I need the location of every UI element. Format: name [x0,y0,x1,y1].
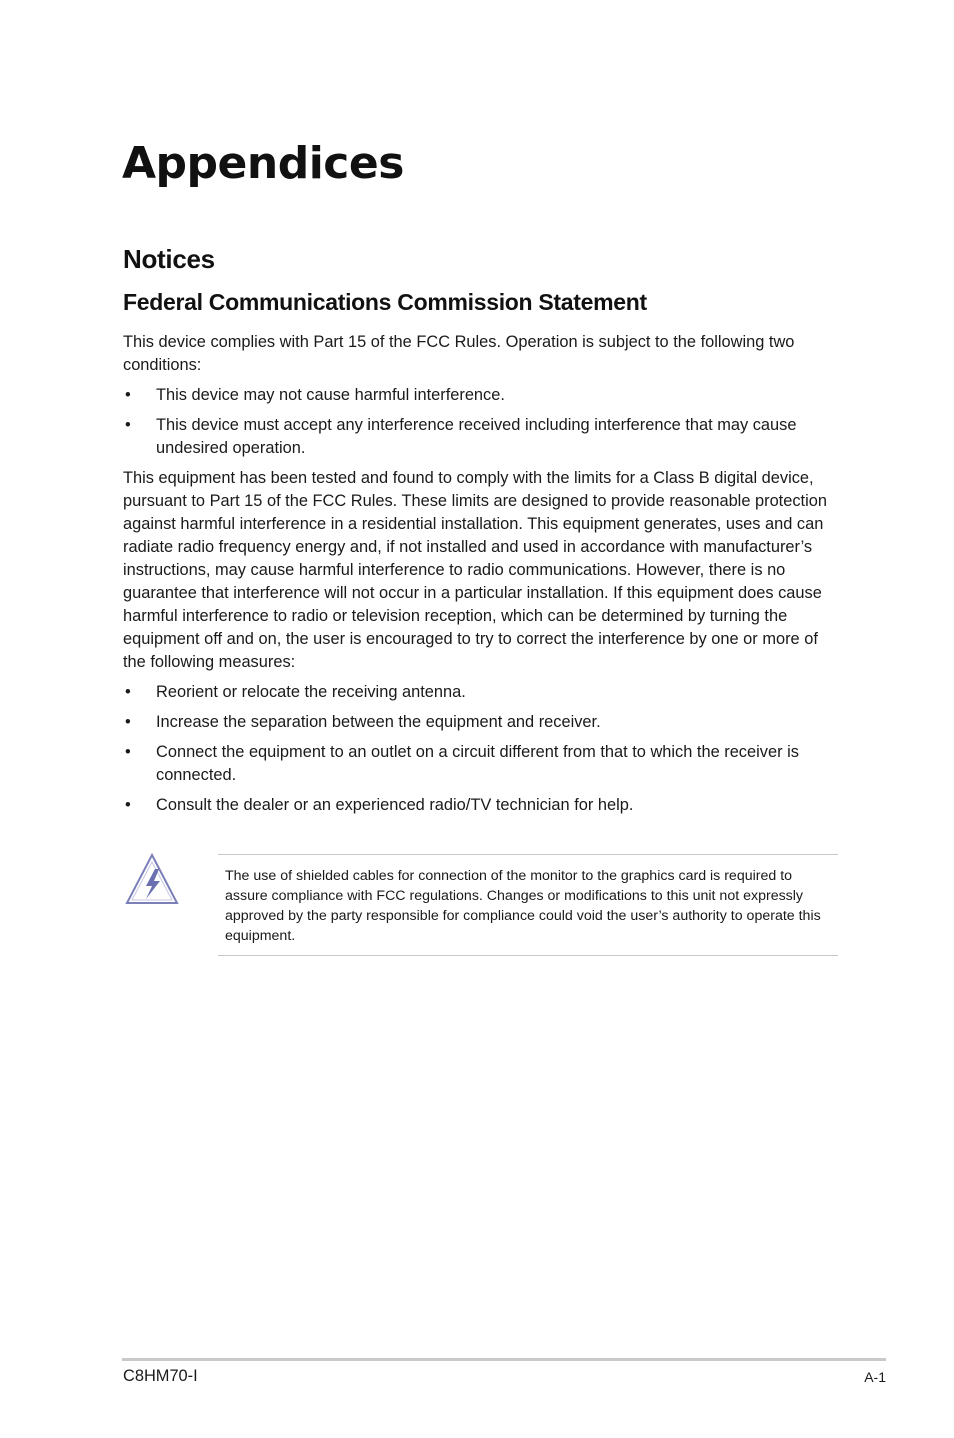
list-item-text: Connect the equipment to an outlet on a circuit different from that to which the receiver is connected. [156,743,799,784]
list-item [123,794,843,817]
section-subheading: Federal Communications Commission Statement [123,289,647,315]
compliance-paragraph: This equipment has been tested and found to comply with the limits for a Class B digital device, pursuant to Part 15 of the FCC Rules. These limits are designed to provide reasonable protection against harmful interference in a residential installation. This equipment generates, uses and can radiate radio frequency energy and, if not installed and used in accordance with manufacturer’s instructions, may cause harmful interference to radio communications. However, there is no guarantee that interference will not occur in a particular installation. If this equipment does cause harmful interference to radio or television reception, which can be determined by turning the equipment off and on, the user is encouraged to try to correct the interference by one or more of the following measures: [123,469,827,671]
note-box [218,854,838,956]
page-number: A-1 [864,1369,886,1385]
list-item-text: This device must accept any interference received including interference that may cause undesired operation. [156,416,797,457]
list-item-text: Consult the dealer or an experienced radio/TV technician for help. [156,796,634,814]
note-text: The use of shielded cables for connection of the monitor to the graphics card is required to assure compliance with FCC regulations. Changes or modifications to this unit not expressly approved by the party responsible for compliance could void the user’s authority to operate this equipment. [225,868,821,944]
list-item [123,414,843,460]
bullet: • [125,796,131,814]
list-item-text: Reorient or relocate the receiving antenna. [156,683,466,701]
list-item [123,711,843,734]
footer-divider [122,1358,886,1361]
list-item [123,681,843,704]
warning-lightning-icon [124,852,180,906]
footer-model: C8HM70-I [123,1367,198,1385]
bullet: • [125,713,131,731]
page-title: Appendices [122,138,404,189]
bullet: • [125,743,131,761]
intro-paragraph: This device complies with Part 15 of the FCC Rules. Operation is subject to the following two conditions: [123,333,795,374]
measures-list [123,681,843,824]
bullet: • [125,386,131,404]
list-item [123,384,843,407]
bullet: • [125,683,131,701]
conditions-list [123,384,843,467]
list-item-text: This device may not cause harmful interference. [156,386,505,404]
section-heading: Notices [123,244,215,274]
bullet: • [125,416,131,434]
list-item [123,741,843,787]
list-item-text: Increase the separation between the equipment and receiver. [156,713,601,731]
